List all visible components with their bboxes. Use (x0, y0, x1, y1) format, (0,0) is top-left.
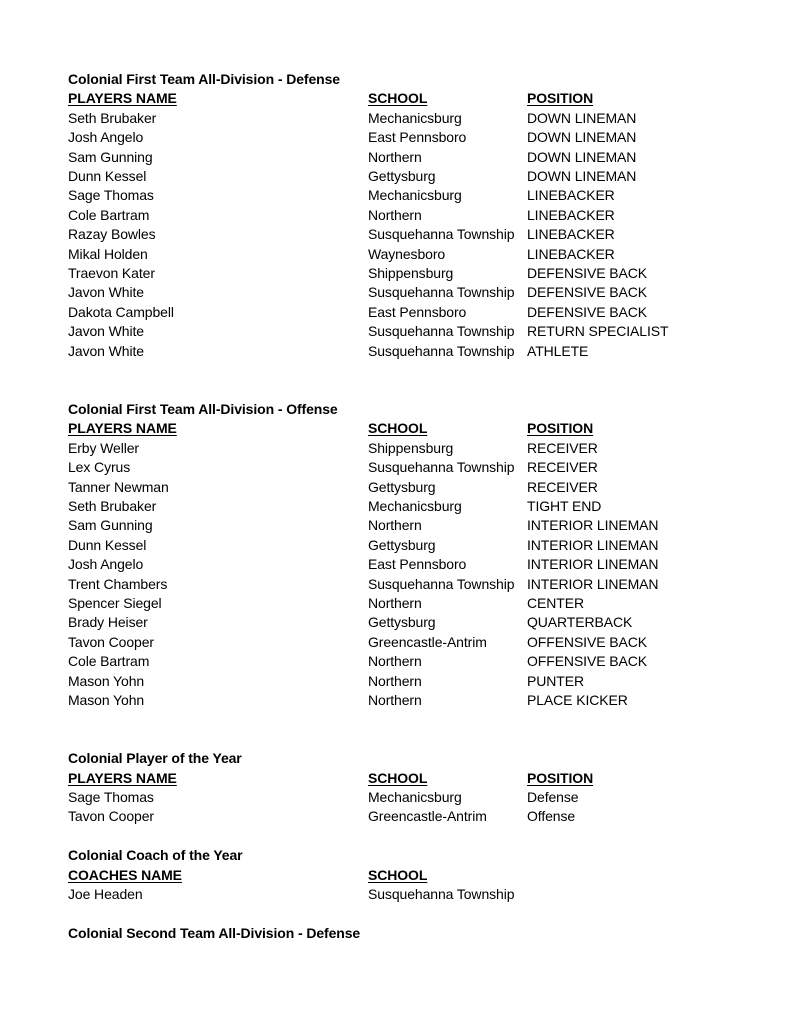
table-header-row (68, 866, 771, 885)
name-cell: Joe Headen (68, 886, 143, 903)
school-cell: East Pennsboro (368, 556, 467, 573)
name-cell: Dunn Kessel (68, 168, 147, 185)
school-cell: Gettysburg (368, 478, 436, 495)
section (68, 70, 771, 361)
column-header: SCHOOL (368, 90, 428, 107)
name-cell: Javon White (68, 284, 144, 301)
table-row (68, 575, 771, 594)
table-row (68, 613, 771, 632)
school-cell: Northern (368, 594, 422, 611)
school-cell: Gettysburg (368, 168, 436, 185)
school-cell: Susquehanna Township (368, 323, 515, 340)
name-cell: Cole Bartram (68, 653, 150, 670)
position-cell: OFFENSIVE BACK (527, 653, 647, 670)
name-cell: Sam Gunning (68, 517, 153, 534)
position-cell: RECEIVER (527, 439, 598, 456)
position-cell: INTERIOR LINEMAN (527, 536, 659, 553)
table-row (68, 206, 771, 225)
table-row (68, 633, 771, 652)
position-cell: RETURN SPECIALIST (527, 323, 669, 340)
school-cell: Susquehanna Township (368, 226, 515, 243)
table-row (68, 303, 771, 322)
school-cell: Shippensburg (368, 265, 454, 282)
name-cell: Javon White (68, 323, 144, 340)
position-cell: INTERIOR LINEMAN (527, 517, 659, 534)
column-header: SCHOOL (368, 420, 428, 437)
school-cell: East Pennsboro (368, 129, 467, 146)
table-row (68, 186, 771, 205)
name-cell: Erby Weller (68, 439, 139, 456)
table-header-row (68, 769, 771, 788)
column-header: PLAYERS NAME (68, 90, 177, 107)
name-cell: Josh Angelo (68, 556, 144, 573)
column-header: POSITION (527, 769, 594, 786)
school-cell: Gettysburg (368, 536, 436, 553)
school-cell: Susquehanna Township (368, 459, 515, 476)
school-cell: Susquehanna Township (368, 886, 515, 903)
name-cell: Sage Thomas (68, 789, 154, 805)
table-row (68, 555, 771, 574)
position-cell: LINEBACKER (527, 226, 615, 243)
table-header-row (68, 89, 771, 108)
school-cell: Susquehanna Township (368, 342, 515, 359)
table-row (68, 128, 771, 147)
table-row (68, 788, 771, 807)
position-cell: RECEIVER (527, 478, 598, 495)
section-title: Colonial First Team All-Division - Defense (68, 71, 340, 87)
school-cell: Susquehanna Township (368, 284, 515, 301)
table-header-row (68, 419, 771, 438)
column-header: PLAYERS NAME (68, 420, 177, 437)
section-title: Colonial Player of the Year (68, 750, 242, 767)
position-cell: PUNTER (527, 672, 584, 689)
name-cell: Tanner Newman (68, 478, 169, 495)
school-cell: Mechanicsburg (368, 497, 462, 514)
table-row (68, 497, 771, 516)
school-cell: Northern (368, 653, 422, 670)
position-cell: Offense (527, 808, 576, 825)
name-cell: Mikal Holden (68, 245, 148, 262)
table-row (68, 148, 771, 167)
position-cell: QUARTERBACK (527, 614, 633, 631)
table-row (68, 478, 771, 497)
position-cell: ATHLETE (527, 342, 589, 359)
section (68, 924, 771, 943)
table-row (68, 458, 771, 477)
name-cell: Tavon Cooper (68, 633, 154, 650)
position-cell: DEFENSIVE BACK (527, 284, 647, 301)
column-header: COACHES NAME (68, 866, 182, 883)
position-cell: DEFENSIVE BACK (527, 303, 647, 320)
section-title: Colonial Second Team All-Division - Defense (68, 924, 361, 941)
section (68, 749, 771, 827)
table-row (68, 225, 771, 244)
position-cell: DOWN LINEMAN (527, 148, 637, 165)
section-title: Colonial Coach of the Year (68, 847, 243, 864)
school-cell: Northern (368, 672, 422, 689)
school-cell: Gettysburg (368, 614, 436, 631)
school-cell: Northern (368, 148, 422, 165)
position-cell: LINEBACKER (527, 206, 615, 223)
name-cell: Josh Angelo (68, 129, 144, 146)
position-cell: DOWN LINEMAN (527, 109, 637, 126)
school-cell: Susquehanna Township (368, 575, 515, 592)
position-cell: PLACE KICKER (527, 691, 628, 708)
school-cell: Mechanicsburg (368, 187, 462, 204)
table-row (68, 594, 771, 613)
section (68, 846, 771, 904)
column-header: POSITION (527, 90, 594, 107)
table-row (68, 245, 771, 264)
table-row (68, 536, 771, 555)
position-cell: INTERIOR LINEMAN (527, 575, 659, 592)
table-row (68, 342, 771, 361)
position-cell: Defense (527, 789, 579, 805)
school-cell: Northern (368, 517, 422, 534)
name-cell: Lex Cyrus (68, 459, 131, 476)
position-cell: RECEIVER (527, 459, 598, 476)
position-cell: INTERIOR LINEMAN (527, 556, 659, 573)
table-row (68, 283, 771, 302)
column-header: SCHOOL (368, 769, 428, 786)
school-cell: Mechanicsburg (368, 789, 462, 805)
name-cell: Cole Bartram (68, 206, 150, 223)
school-cell: East Pennsboro (368, 303, 467, 320)
table-row (68, 885, 771, 904)
table-row (68, 691, 771, 710)
table-row (68, 322, 771, 341)
table-row (68, 807, 771, 826)
table-row (68, 652, 771, 671)
school-cell: Greencastle-Antrim (368, 633, 487, 650)
name-cell: Javon White (68, 342, 144, 359)
name-cell: Dakota Campbell (68, 303, 174, 320)
table-row (68, 516, 771, 535)
section-title: Colonial First Team All-Division - Offense (68, 400, 338, 417)
position-cell: LINEBACKER (527, 187, 615, 204)
position-cell: LINEBACKER (527, 245, 615, 262)
name-cell: Mason Yohn (68, 672, 145, 689)
name-cell: Mason Yohn (68, 691, 145, 708)
name-cell: Dunn Kessel (68, 536, 147, 553)
position-cell: DEFENSIVE BACK (527, 265, 647, 282)
table-row (68, 109, 771, 128)
school-cell: Mechanicsburg (368, 109, 462, 126)
school-cell: Northern (368, 691, 422, 708)
table-row (68, 167, 771, 186)
name-cell: Spencer Siegel (68, 594, 162, 611)
table-row (68, 264, 771, 283)
column-header: SCHOOL (368, 866, 428, 883)
section (68, 400, 771, 711)
position-cell: DOWN LINEMAN (527, 168, 637, 185)
school-cell: Northern (368, 206, 422, 223)
school-cell: Shippensburg (368, 439, 454, 456)
name-cell: Traevon Kater (68, 265, 155, 282)
name-cell: Seth Brubaker (68, 497, 157, 514)
position-cell: TIGHT END (527, 497, 602, 514)
name-cell: Trent Chambers (68, 575, 168, 592)
name-cell: Sam Gunning (68, 148, 153, 165)
name-cell: Razay Bowles (68, 226, 156, 243)
position-cell: OFFENSIVE BACK (527, 633, 647, 650)
position-cell: CENTER (527, 594, 584, 611)
name-cell: Sage Thomas (68, 187, 154, 204)
name-cell: Brady Heiser (68, 614, 148, 631)
position-cell: DOWN LINEMAN (527, 129, 637, 146)
school-cell: Waynesboro (368, 245, 446, 262)
name-cell: Seth Brubaker (68, 109, 157, 126)
column-header: POSITION (527, 420, 594, 437)
name-cell: Tavon Cooper (68, 808, 154, 825)
table-row (68, 439, 771, 458)
column-header: PLAYERS NAME (68, 769, 177, 786)
school-cell: Greencastle-Antrim (368, 808, 487, 825)
table-row (68, 672, 771, 691)
